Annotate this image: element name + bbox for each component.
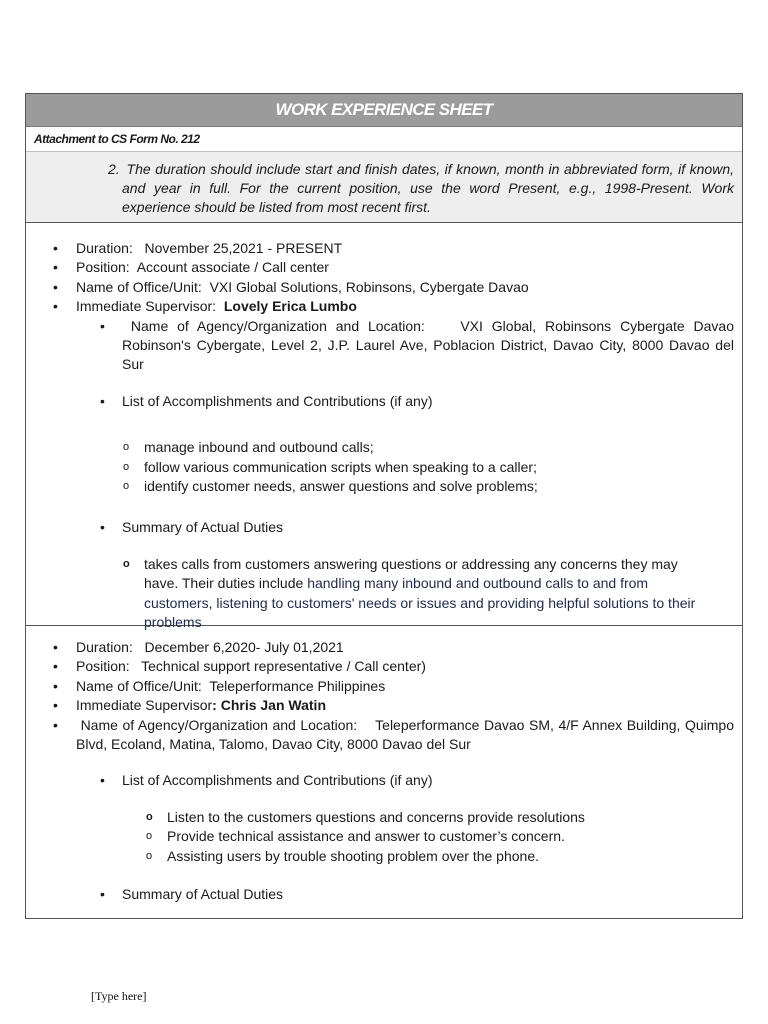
position-value: Account associate / Call center bbox=[136, 259, 329, 276]
entry-1-details bbox=[26, 239, 742, 375]
accomplishment-item: o Assisting users by trouble shooting problem over the phone. bbox=[26, 847, 742, 866]
entry-2-accomplishments-list bbox=[26, 808, 742, 866]
accomplishment-item: o follow various communication scripts when speaking to a caller; bbox=[26, 458, 742, 477]
work-experience-sheet bbox=[25, 93, 743, 919]
duty-item bbox=[26, 555, 742, 633]
office-value: Teleperformance Philippines bbox=[209, 677, 386, 694]
experience-entry-1 bbox=[26, 223, 742, 631]
duration-item bbox=[26, 638, 742, 657]
duties-heading: • Summary of Actual Duties bbox=[26, 518, 742, 537]
agency-item bbox=[26, 716, 742, 755]
accomplishments-heading: • List of Accomplishments and Contributions (if any) bbox=[26, 392, 742, 411]
position-item bbox=[26, 657, 742, 676]
duration-value: December 6,2020- July 01,2021 bbox=[144, 639, 344, 655]
entry-2-details bbox=[26, 638, 742, 754]
agency-value: Teleperformance Davao SM, 4/F Annex Building, Quimpo Blvd, Ecoland, Matina, Talomo, Davao City, 8000 Davao del Sur bbox=[76, 716, 734, 753]
office-label: Name of Office/Unit: bbox=[76, 278, 202, 295]
supervisor-item bbox=[26, 696, 742, 715]
entry-2-duties-section bbox=[26, 885, 742, 904]
attachment-label: Attachment to CS Form No. 212 bbox=[26, 127, 742, 152]
instruction-note bbox=[26, 152, 742, 223]
accomplishments-heading: • List of Accomplishments and Contributions (if any) bbox=[26, 771, 742, 790]
supervisor-item bbox=[26, 297, 742, 316]
office-label: Name of Office/Unit: bbox=[76, 677, 202, 694]
office-value: VXI Global Solutions, Robinsons, Cybergate Davao bbox=[209, 278, 529, 295]
duration-item bbox=[26, 239, 742, 258]
supervisor-value: Lovely Erica Lumbo bbox=[223, 298, 357, 315]
duration-label: Duration: bbox=[76, 240, 133, 256]
entry-1-accomplishments-section bbox=[26, 392, 742, 411]
note-paragraph bbox=[108, 160, 734, 217]
agency-label: Name of Agency/Organization and Location: bbox=[80, 716, 358, 733]
position-label: Position: bbox=[76, 658, 130, 675]
entry-1-accomplishments-list bbox=[26, 438, 742, 496]
entry-1-duties-section bbox=[26, 518, 742, 537]
position-item bbox=[26, 258, 742, 277]
note-number: 2. bbox=[108, 161, 120, 177]
agency-item bbox=[26, 317, 742, 375]
duty-text-part1: takes calls from customers answering questions or addressing any concerns they may have. Their duties include bbox=[144, 555, 678, 592]
footer-placeholder: [Type here] bbox=[91, 989, 147, 1003]
supervisor-label: Immediate Supervisor: bbox=[76, 298, 217, 315]
accomplishment-item: o identify customer needs, answer questions and solve problems; bbox=[26, 477, 742, 496]
supervisor-label: Immediate Supervisor bbox=[76, 697, 213, 714]
office-item bbox=[26, 677, 742, 696]
duty-text-part2: handling many inbound and outbound calls to and from customers, listening to customers' needs or issues and providing helpful solutions to their problems bbox=[144, 575, 696, 631]
sheet-title: WORK EXPERIENCE SHEET bbox=[26, 94, 742, 127]
entry-1-duties-list bbox=[26, 555, 742, 633]
duties-heading: • Summary of Actual Duties bbox=[26, 885, 742, 904]
duration-value: November 25,2021 - PRESENT bbox=[144, 240, 343, 256]
accomplishment-item: o manage inbound and outbound calls; bbox=[26, 438, 742, 457]
experience-entry-2 bbox=[26, 626, 742, 918]
position-label: Position: bbox=[76, 259, 130, 276]
supervisor-value: : Chris Jan Watin bbox=[212, 697, 326, 714]
agency-value: VXI Global, Robinsons Cybergate Davao Robinson's Cybergate, Level 2, J.P. Laurel Ave, Poblacion District, Davao City, 8000 Davao del Sur bbox=[122, 317, 735, 373]
note-text: The duration should include start and finish dates, if known, month in abbreviated form, if known, and year in full. For the current position, use the word Present, e.g., 1998-Present. Work experience should be listed from most recent first. bbox=[122, 161, 734, 215]
duration-label: Duration: bbox=[76, 639, 133, 655]
office-item bbox=[26, 278, 742, 297]
accomplishment-item: o Listen to the customers questions and concerns provide resolutions bbox=[26, 808, 742, 827]
accomplishment-item: o Provide technical assistance and answer to customer’s concern. bbox=[26, 827, 742, 846]
entry-2-accomplishments-section bbox=[26, 771, 742, 790]
position-value: Technical support representative / Call center) bbox=[141, 658, 426, 675]
agency-label: Name of Agency/Organization and Location: bbox=[130, 317, 425, 334]
